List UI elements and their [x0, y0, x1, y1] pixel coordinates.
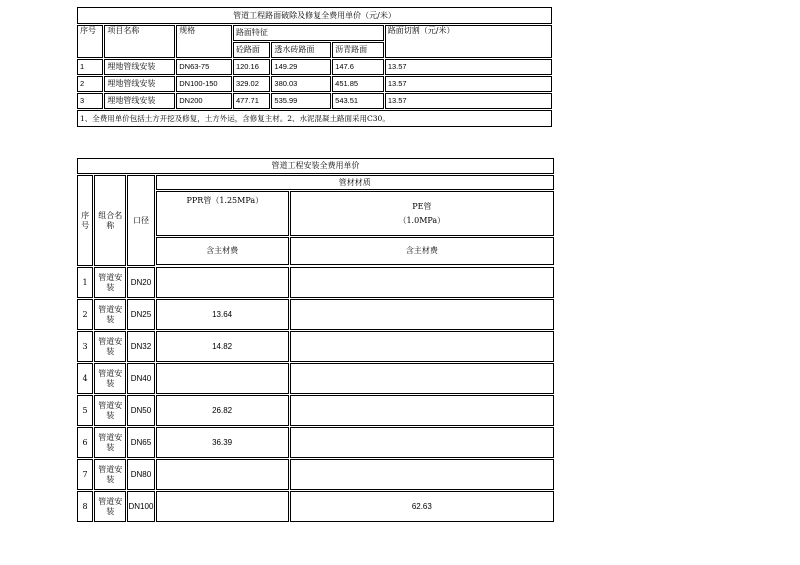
table2-cell-seq: 4 — [77, 363, 93, 394]
table1-cell-name: 埋地管线安装 — [104, 93, 175, 109]
table1-cell-name: 埋地管线安装 — [104, 76, 175, 92]
table2-cell-combo: 管道安装 — [94, 331, 126, 362]
table1-cell-asphalt: 451.85 — [332, 76, 384, 92]
table-row — [77, 491, 554, 522]
table1-cell-cut: 13.57 — [385, 93, 552, 109]
table2-cell-ppr — [156, 491, 289, 522]
table2-cell-combo: 管道安装 — [94, 299, 126, 330]
table2-cell-seq: 7 — [77, 459, 93, 490]
table-row — [77, 299, 554, 330]
table1-cell-concrete: 120.16 — [233, 59, 270, 75]
table2-cell-ppr — [156, 267, 289, 298]
table2-cell-ppr: 13.64 — [156, 299, 289, 330]
table1-header-permeable: 透水砖路面 — [271, 42, 331, 58]
table2-cell-combo: 管道安装 — [94, 267, 126, 298]
table1-cell-cut: 13.57 — [385, 76, 552, 92]
table1-cell-seq: 1 — [77, 59, 103, 75]
table2-cell-seq: 5 — [77, 395, 93, 426]
table1-cell-seq: 3 — [77, 93, 103, 109]
table2-cell-seq: 6 — [77, 427, 93, 458]
table1-cell-spec: DN100-150 — [176, 76, 232, 92]
table-row — [77, 395, 554, 426]
table1-header-road-cut: 路面切割（元/米） — [385, 25, 552, 58]
table2-header-caliber: 口径 — [127, 175, 154, 266]
table2-header-pe-name: PE管 — [412, 201, 432, 211]
table2-cell-pe — [290, 395, 554, 426]
table1-cell-asphalt: 543.51 — [332, 93, 384, 109]
table2-cell-caliber: DN100 — [127, 491, 154, 522]
table1-cell-concrete: 477.71 — [233, 93, 270, 109]
table2-cell-pe — [290, 299, 554, 330]
table2-cell-combo: 管道安装 — [94, 491, 126, 522]
table2-cell-caliber: DN80 — [127, 459, 154, 490]
table1-header-asphalt: 沥青路面 — [332, 42, 384, 58]
table1-cell-permeable: 535.99 — [271, 93, 331, 109]
table2-header-ppr: PPR管（1.25MPa） — [156, 191, 289, 236]
table1-cell-permeable: 149.29 — [271, 59, 331, 75]
table2-header-pe-sub: 含主材费 — [290, 237, 554, 265]
table-row — [77, 93, 552, 109]
table1-cell-name: 埋地管线安装 — [104, 59, 175, 75]
table2-header-pe-pressure: （1.0MPa） — [398, 215, 446, 225]
table2-header-pe — [290, 191, 554, 236]
table2-cell-caliber: DN32 — [127, 331, 154, 362]
table2-cell-pe: 62.63 — [290, 491, 554, 522]
table2-cell-caliber: DN65 — [127, 427, 154, 458]
table2-cell-caliber: DN25 — [127, 299, 154, 330]
table2-cell-combo: 管道安装 — [94, 427, 126, 458]
table2-cell-pe — [290, 267, 554, 298]
table2-cell-caliber: DN20 — [127, 267, 154, 298]
table2-cell-ppr: 26.82 — [156, 395, 289, 426]
table1-note: 1、全费用单价包括土方开挖及修复，土方外运，含修复主材。2、水泥混凝土路面采用C30。 — [77, 110, 552, 127]
table2-cell-caliber: DN50 — [127, 395, 154, 426]
table2-cell-seq: 1 — [77, 267, 93, 298]
table2-cell-ppr — [156, 459, 289, 490]
table-row — [77, 459, 554, 490]
table-row — [77, 76, 552, 92]
table1-header-spec: 规格 — [176, 25, 232, 58]
table1-cell-cut: 13.57 — [385, 59, 552, 75]
table2-cell-ppr — [156, 363, 289, 394]
table2-cell-seq: 3 — [77, 331, 93, 362]
table-row — [77, 267, 554, 298]
table1-header-road-feature: 路面特征 — [233, 25, 384, 41]
table-row — [77, 363, 554, 394]
table1-header-name: 项目名称 — [104, 25, 175, 58]
table2-cell-combo: 管道安装 — [94, 395, 126, 426]
table-row — [77, 331, 554, 362]
table1-cell-permeable: 380.03 — [271, 76, 331, 92]
pipe-install-price-table — [76, 157, 555, 523]
road-repair-price-table — [76, 6, 553, 128]
table1-cell-asphalt: 147.6 — [332, 59, 384, 75]
table2-cell-combo: 管道安装 — [94, 363, 126, 394]
table-row — [77, 59, 552, 75]
table2-cell-ppr: 14.82 — [156, 331, 289, 362]
table2-cell-pe — [290, 331, 554, 362]
table2-cell-seq: 8 — [77, 491, 93, 522]
table2-header-ppr-sub: 含主材费 — [156, 237, 289, 265]
table2-cell-seq: 2 — [77, 299, 93, 330]
table2-header-combo: 组合名称 — [94, 175, 126, 266]
table2-cell-ppr: 36.39 — [156, 427, 289, 458]
table1-cell-spec: DN200 — [176, 93, 232, 109]
table2-cell-pe — [290, 427, 554, 458]
table1-cell-concrete: 329.02 — [233, 76, 270, 92]
table1-title: 管道工程路面破除及修复全费用单价（元/米） — [77, 7, 552, 24]
table1-header-concrete: 砼路面 — [233, 42, 270, 58]
table2-cell-combo: 管道安装 — [94, 459, 126, 490]
table2-cell-pe — [290, 363, 554, 394]
table2-title: 管道工程安装全费用单价 — [77, 158, 554, 174]
table1-cell-seq: 2 — [77, 76, 103, 92]
table2-cell-caliber: DN40 — [127, 363, 154, 394]
table1-cell-spec: DN63-75 — [176, 59, 232, 75]
table2-header-material: 管材材质 — [156, 175, 554, 190]
table2-cell-pe — [290, 459, 554, 490]
table-row — [77, 427, 554, 458]
table2-header-seq: 序号 — [77, 175, 93, 266]
table1-header-seq: 序号 — [77, 25, 103, 58]
